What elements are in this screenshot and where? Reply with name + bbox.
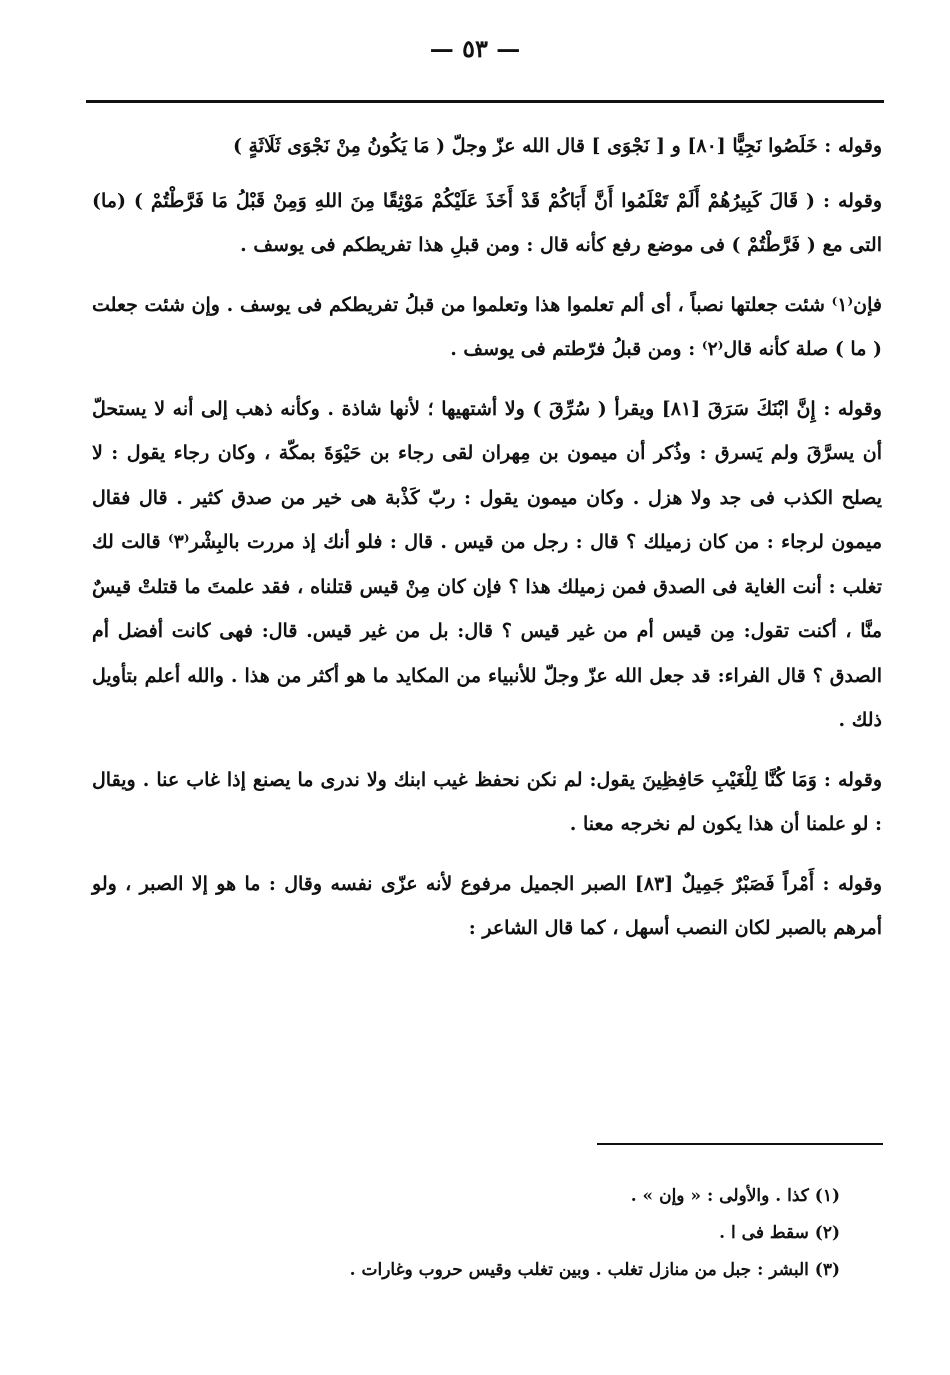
- footnotes: [300, 1178, 840, 1289]
- paragraph: وقوله : وَمَا كُنَّا لِلْغَيْبِ حَافِظِينَ يقول: لم نكن نحفظ غيب ابنك ولا ندرى ما يصنع إذا غاب عنا . ويقال : لو علمنا أن هذا يكون لم نخرجه معنا .: [92, 768, 882, 835]
- paragraph: وقوله : خَلَصُوا نَجِيًّا [٨٠] و [ نَجْوَى ] قال الله عزّ وجلّ ( مَا يَكُونُ مِنْ نَجْوَى ثَلَاثَةٍ ): [232, 135, 882, 157]
- footnote-rule: [597, 1143, 883, 1145]
- footnote: (٣) البشر : جبل من منازل تغلب . وبين تغلب وقيس حروب وغارات .: [349, 1260, 840, 1280]
- paragraph: وقوله : إِنَّ ابْنَكَ سَرَقَ [٨١] ويقرأ ( سُرِّقَ ) ولا أشتهيها ؛ لأنها شاذة . وكأنه ذهب إلى أنه لا يستحلّ أن يسرَّقَ ولم يَسرق : وذُكر أن ميمون بن مِهران لقى رجاء بن حَيْوَةَ بمكّة ، وكان رجاء يقول : لا يصلح الكذب فى جد ولا هزل . وكان ميمون يقول : ربّ كَذْبة هى خير من صدق كثير . قال فقال ميمون لرجاء : من كان زميلك ؟ قال : رجل من قيس . قال : فلو أنك إذ مررت بالبِشْر⁽٣⁾ قالت لك تغلب : أنت الغاية فى الصدق فمن زميلك هذا ؟ فإن كان مِنْ قيس قتلناه ، فقد علمتَ ما قتلتْ قيسٌ منَّا ، أكنت تقول: مِن قيس أم من غير قيس ؟ قال: بل من غير قيس. قال: فهى كانت أفضل أم الصدق ؟ قال الفراء: قد جعل الله عزّ وجلّ للأنبياء من المكايد ما هو أكثر من هذا . والله أعلم بتأويل ذلك .: [92, 397, 883, 731]
- paragraph: فإن⁽١⁾ شئت جعلتها نصباً ، أى ألم تعلموا هذا وتعلموا من قبلُ تفريطكم فى يوسف . وإن شئت جعلت ( ما ) صلة كأنه قال⁽٢⁾ : ومن قبلُ فرّطتم فى يوسف .: [92, 293, 882, 360]
- footnote: (١) كذا . والأولى : « وإن » .: [630, 1186, 840, 1206]
- paragraph: وقوله : أَمْراً فَصَبْرٌ جَمِيلٌ [٨٣] الصبر الجميل مرفوع لأنه عزّى نفسه وقال : ما هو إلا الصبر ، ولو أمرهم بالصبر لكان النصب أسهل ، كما قال الشاعر :: [92, 872, 882, 939]
- footnote: (٢) سقط فى ا .: [719, 1223, 840, 1243]
- body-text: [92, 124, 882, 966]
- header-rule: [86, 100, 884, 103]
- paragraph: وقوله : ( قَالَ كَبِيرُهُمْ أَلَمْ تَعْلَمُوا أَنَّ أَبَاكُمْ قَدْ أَخَذَ عَلَيْكُمْ مَوْثِقًا مِنَ اللهِ وَمِنْ قَبْلُ مَا فَرَّطْتُمْ ) (ما) التى مع ( فَرَّطْتُمْ ) فى موضع رفع كأنه قال : ومن قبلِ هذا تفريطكم فى يوسف .: [92, 189, 882, 256]
- page-number: — ٥٣ —: [429, 34, 521, 63]
